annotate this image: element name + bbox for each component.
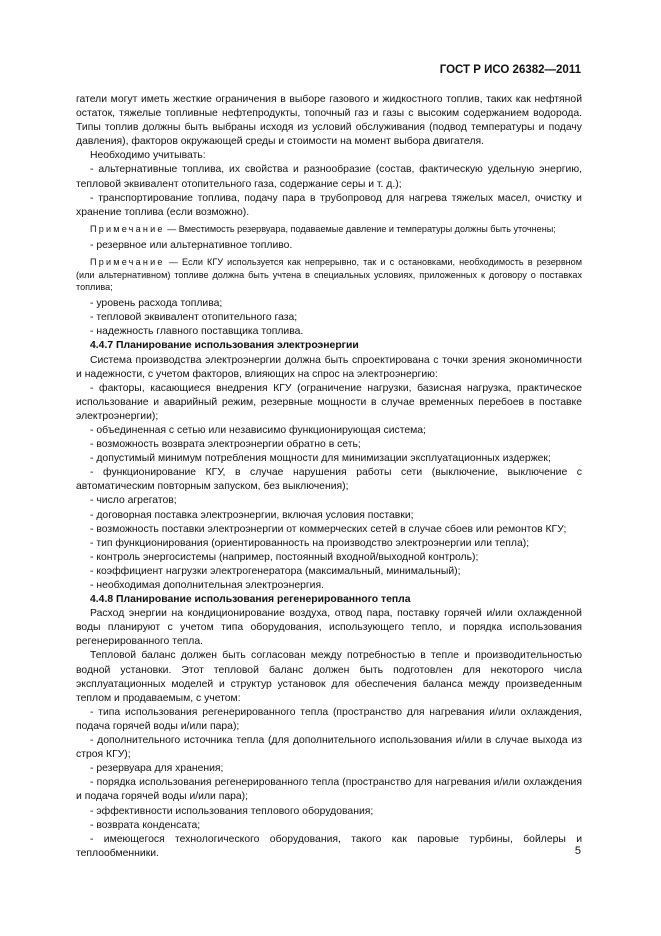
list-item: - необходимая дополнительная электроэнергия.: [90, 580, 324, 591]
list-item: - тепловой эквивалент отопительного газа;: [90, 312, 298, 324]
page-number: 5: [574, 845, 581, 857]
list-item: - резервное или альтернативное топливо.: [90, 239, 293, 251]
page-body: [76, 93, 582, 861]
paragraph: Необходимо учитывать:: [90, 150, 206, 162]
list-item: - контроль энергосистемы (например, постоянный входной/выходной контроль);: [90, 551, 479, 563]
paragraph: гатели могут иметь жесткие ограничения в выборе газового и жидкостного топлив, таких как нефтяной остаток, тяжелые топливные нефтепродукты, топочный газ и газы с высоким содержанием водорода. Типы топлив должны быть выбраны исходя из условий обслуживания (подвод температуры и подачу давления), факторов окружающей среды и стоимости на момент выбора двигателя.: [76, 94, 582, 148]
list-item: - дополнительного источника тепла (для дополнительного использования и/или в случае выхода из строя КГУ);: [76, 735, 582, 761]
list-item: - порядка использования регенерированного тепла (пространство для нагревания и/или охлаждения и подача горячей воды и/или пара);: [76, 777, 582, 803]
paragraph: Система производства электроэнергии должна быть спроектирована с точки зрения экономичности и надежности, с учетом факторов, влияющих на спрос на электроэнергию:: [76, 354, 582, 380]
list-item: - договорная поставка электроэнергии, включая условия поставки;: [90, 509, 414, 521]
list-item: - объединенная с сетью или независимо функционирующая система;: [90, 424, 426, 436]
note-paragraph: [76, 256, 582, 294]
list-item: - альтернативные топлива, их свойства и разнообразие (состав, фактическую удельную энергию, тепловой эквивалент отопительного газа, содержание серы и т. д.);: [76, 164, 582, 190]
list-item: - уровень расхода топлива;: [90, 298, 223, 310]
list-item: - факторы, касающиеся внедрения КГУ (ограничение нагрузки, базисная нагрузка, практическое использование и аварийный режим, резервные мощности в случае временных перебоев в поставке электроэнергии);: [76, 382, 582, 422]
list-item: - возврата конденсата;: [90, 819, 201, 831]
note-label: Примечание: [90, 256, 165, 267]
paragraph: Расход энергии на кондиционирование воздуха, отвод пара, поставку горячей и/или охлажденной воды планируют с учетом типа оборудования, использующего тепло, и порядка использования регенерированного тепла.: [76, 608, 582, 648]
list-item: - тип функционирования (ориентированность на производство электроэнергии или тепла);: [90, 537, 530, 549]
note-label: Примечание: [90, 223, 165, 234]
standard-header: ГОСТ Р ИСО 26382—2011: [439, 64, 581, 76]
note-paragraph: [76, 223, 582, 236]
section-heading: 4.4.8 Планирование использования регенерированного тепла: [90, 594, 411, 606]
list-item: - эффективности использования теплового оборудования;: [90, 805, 374, 817]
list-item: - имеющегося технологического оборудования, такого как паровые турбины, бойлеры и теплообменники.: [76, 833, 582, 859]
note-text: — Вместимость резервуара, подаваемые давление и температуры должны быть уточнены;: [164, 223, 556, 234]
list-item: - допустимый минимум потребления мощности для минимизации эксплуатационных издержек;: [90, 453, 551, 465]
list-item: - резервуара для хранения;: [90, 763, 224, 775]
list-item: - надежность главного поставщика топлива.: [90, 326, 304, 338]
list-item: - возможность поставки электроэнергии от коммерческих сетей в случае сбоев или ремонтов КГУ;: [90, 523, 567, 535]
note-text: — Если КГУ используется как непрерывно, так и с остановками, необходимость в резервном (или альтернативном) топливе должна быть учтена в специальных условиях, приложенных к договору о поставках топлива;: [76, 256, 582, 293]
list-item: - число агрегатов;: [90, 495, 177, 507]
section-heading: 4.4.7 Планирование использования электроэнергии: [90, 340, 359, 352]
list-item: - возможность возврата электроэнергии обратно в сеть;: [90, 439, 361, 451]
list-item: - функционирование КГУ, в случае нарушения работы сети (выключение, выключение с автоматическим повторным запуском, без выключения);: [76, 467, 582, 493]
paragraph: Тепловой баланс должен быть согласован между потребностью в тепле и производительностью водной установки. Этот тепловой баланс должен быть подготовлен для некоторого числа эксплуатационных моделей и структур установок для обеспечения баланса между произведенным теплом и продаваемым, с учетом:: [76, 650, 582, 704]
list-item: - коэффициент нагрузки электрогенератора (максимальный, минимальный);: [90, 565, 461, 577]
list-item: - транспортирование топлива, подачу пара в трубопровод для нагрева тяжелых масел, очистку и хранение топлива (если возможно).: [76, 192, 582, 218]
list-item: - типа использования регенерированного тепла (пространство для нагревания и/или охлаждения, подача горячей воды и/или пара);: [76, 706, 582, 732]
